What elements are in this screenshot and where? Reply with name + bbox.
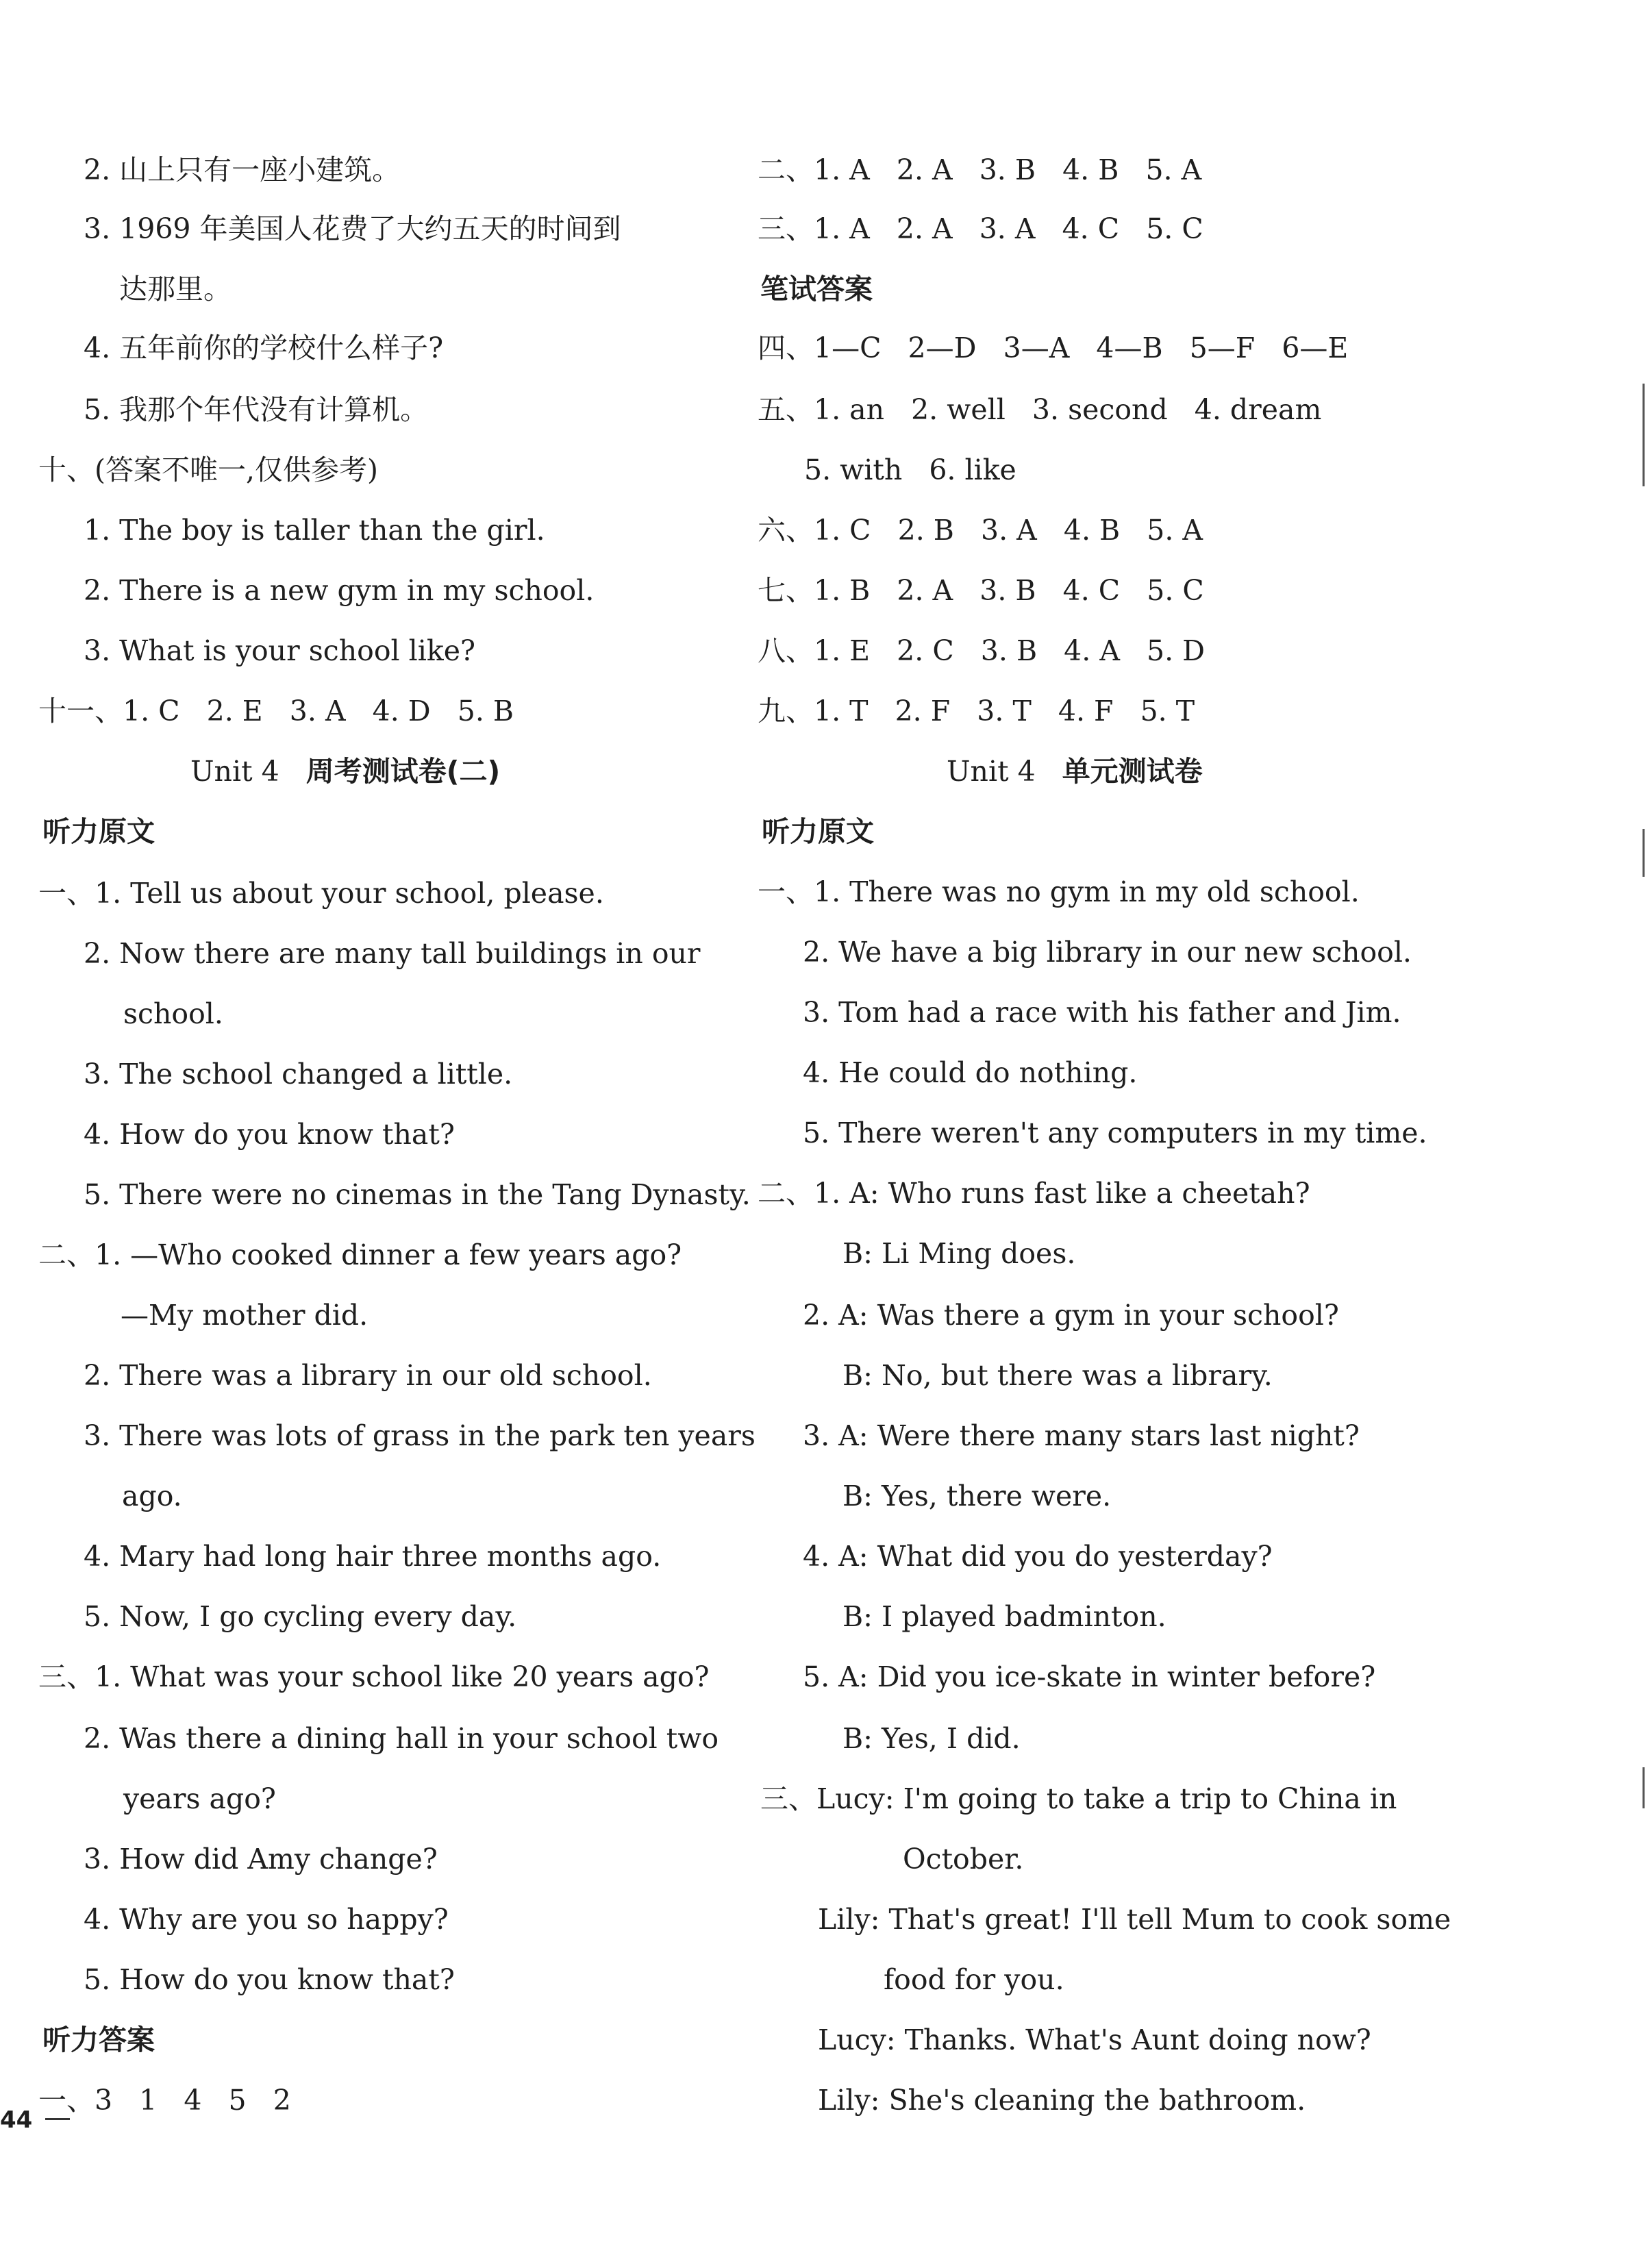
script-line: B: I played badminton. [842, 1600, 1166, 1633]
title-unit: Unit 4 [947, 755, 1036, 788]
script-line: 三、Lucy: I'm going to take a trip to China in [760, 1782, 1397, 1815]
script-line: 2. There was a library in our old school. [84, 1359, 652, 1392]
script-line: food for you. [884, 1963, 1064, 1996]
page-number: 44 [0, 2106, 33, 2134]
section-title [947, 751, 1203, 792]
answer-line: 3. What is your school like? [84, 634, 475, 667]
script-line: —My mother did. [121, 1299, 369, 1332]
script-line: B: Yes, I did. [842, 1722, 1021, 1755]
script-line: 4. Mary had long hair three months ago. [84, 1540, 662, 1573]
scan-edge-mark [1643, 829, 1645, 877]
answer-line: 达那里。 [119, 273, 232, 306]
section-heading: 听力答案 [42, 2023, 155, 2056]
answer-line: 十一、1. C 2. E 3. A 4. D 5. B [38, 695, 514, 727]
scan-edge-mark [1643, 1767, 1645, 1808]
answer-line: 1. The boy is taller than the girl. [84, 514, 545, 547]
script-line: 2. Now there are many tall buildings in our [84, 937, 701, 970]
script-line: 5. There were no cinemas in the Tang Dynasty. [84, 1178, 751, 1211]
script-line: 3. How did Amy change? [84, 1843, 438, 1876]
script-line: 一、1. Tell us about your school, please. [38, 877, 604, 910]
script-line: 2. A: Was there a gym in your school? [803, 1299, 1339, 1332]
script-line: 3. A: Were there many stars last night? [803, 1419, 1360, 1452]
script-line: Lily: She's cleaning the bathroom. [818, 2084, 1306, 2117]
script-line: B: No, but there was a library. [842, 1359, 1273, 1392]
answer-line: 3. 1969 年美国人花费了大约五天的时间到 [84, 212, 621, 245]
script-line: 4. Why are you so happy? [84, 1903, 449, 1936]
script-line: 一、1. There was no gym in my old school. [758, 875, 1360, 908]
section-heading: 听力原文 [762, 815, 874, 848]
script-line: 5. A: Did you ice-skate in winter before? [803, 1660, 1376, 1693]
script-line: 5. There weren't any computers in my time. [803, 1117, 1427, 1149]
section-title [190, 751, 500, 792]
answer-line: 4. 五年前你的学校什么样子? [84, 332, 444, 364]
script-line: 3. There was lots of grass in the park ten years [84, 1419, 756, 1452]
answer-line: 二、1. A 2. A 3. B 4. B 5. A [758, 153, 1202, 186]
script-line: 三、1. What was your school like 20 years ago? [38, 1660, 710, 1693]
answer-line: 六、1. C 2. B 3. A 4. B 5. A [758, 514, 1203, 547]
title-text: 单元测试卷 [1062, 755, 1203, 788]
answer-line: 5. with 6. like [804, 453, 1016, 486]
section-heading: 笔试答案 [760, 273, 873, 306]
script-line: October. [903, 1843, 1024, 1876]
script-line: 3. The school changed a little. [84, 1058, 513, 1091]
answer-line: 2. There is a new gym in my school. [84, 574, 595, 607]
title-unit: Unit 4 [190, 755, 279, 788]
section-heading: 听力原文 [42, 815, 155, 848]
answer-line: 一、3 1 4 5 2 [38, 2084, 291, 2117]
answer-line: 九、1. T 2. F 3. T 4. F 5. T [758, 695, 1195, 727]
script-line: 5. How do you know that? [84, 1963, 455, 1996]
script-line: years ago? [123, 1782, 276, 1815]
page-number-dash [45, 2118, 70, 2120]
script-line: 3. Tom had a race with his father and Jim. [803, 996, 1401, 1029]
script-line: Lucy: Thanks. What's Aunt doing now? [818, 2023, 1371, 2056]
answer-line: 八、1. E 2. C 3. B 4. A 5. D [758, 634, 1206, 667]
answer-line: 五、1. an 2. well 3. second 4. dream [758, 393, 1322, 426]
script-line: 5. Now, I go cycling every day. [84, 1600, 517, 1633]
script-line: 二、1. A: Who runs fast like a cheetah? [758, 1177, 1310, 1210]
script-line: 2. We have a big library in our new school. [803, 936, 1412, 969]
answer-line: 三、1. A 2. A 3. A 4. C 5. C [758, 212, 1203, 245]
script-line: 4. A: What did you do yesterday? [803, 1540, 1273, 1573]
script-line: 4. He could do nothing. [803, 1056, 1138, 1089]
scan-edge-mark [1643, 384, 1645, 486]
section-label: 十、(答案不唯一,仅供参考) [38, 453, 379, 486]
answer-line: 四、1—C 2—D 3—A 4—B 5—F 6—E [758, 332, 1349, 364]
script-line: Lily: That's great! I'll tell Mum to cook some [818, 1903, 1451, 1936]
script-line: 2. Was there a dining hall in your school two [84, 1722, 719, 1755]
script-line: school. [123, 997, 223, 1030]
answer-line: 2. 山上只有一座小建筑。 [84, 153, 401, 186]
script-line: B: Yes, there were. [842, 1480, 1112, 1512]
script-line: ago. [122, 1480, 182, 1512]
script-line: 4. How do you know that? [84, 1118, 455, 1151]
title-text: 周考测试卷(二) [305, 755, 501, 788]
answer-line: 5. 我那个年代没有计算机。 [84, 393, 429, 426]
answer-line: 七、1. B 2. A 3. B 4. C 5. C [758, 574, 1204, 607]
script-line: 二、1. —Who cooked dinner a few years ago? [38, 1238, 682, 1271]
script-line: B: Li Ming does. [842, 1237, 1076, 1270]
